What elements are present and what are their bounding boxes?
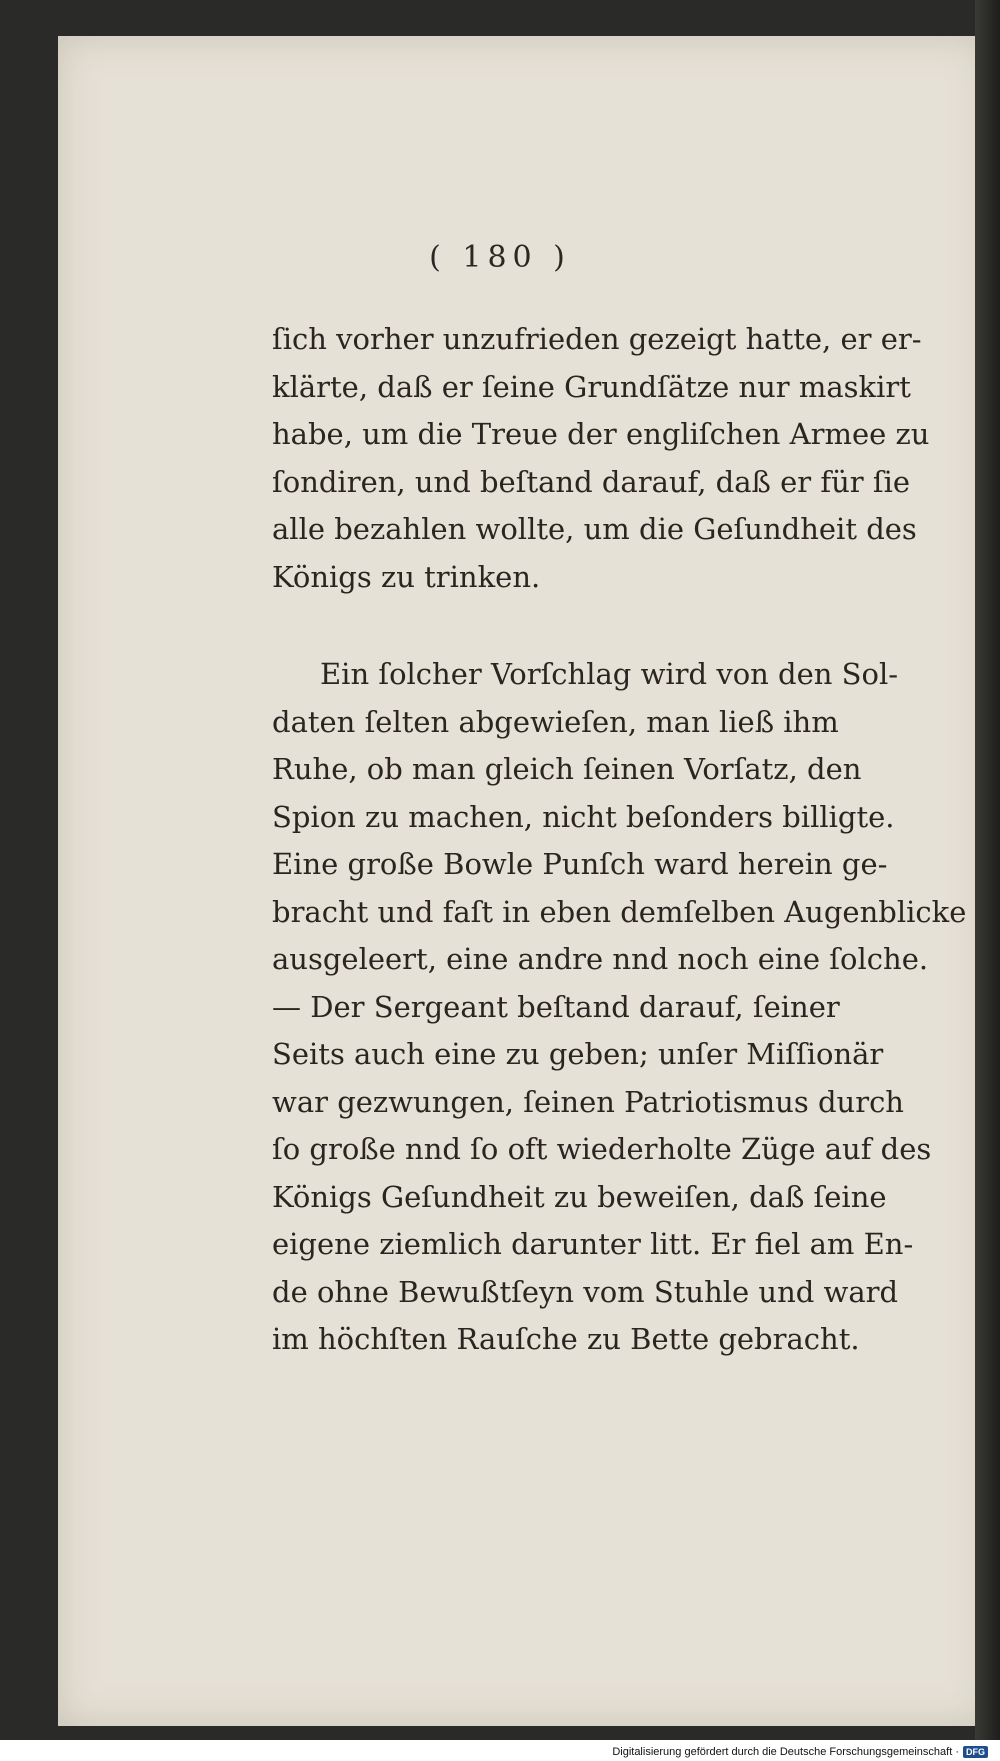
text-line: Eine große Bowle Punſch ward herein ge- bbox=[272, 847, 888, 881]
text-line: eigene ziemlich darunter litt. Er fiel am En- bbox=[272, 1227, 914, 1261]
text-line: Ein ſolcher Vorſchlag wird von den Sol- bbox=[320, 657, 899, 691]
text-line: ſo große nnd ſo oft wiederholte Züge auf des bbox=[272, 1132, 932, 1166]
text-line: Königs zu trinken. bbox=[272, 559, 541, 594]
page-number: ( 180 ) bbox=[429, 240, 571, 275]
text-line: bracht und faſt in eben demſelben Augenblicke bbox=[272, 894, 967, 929]
text-line: alle bezahlen wollte, um die Geſundheit des bbox=[272, 512, 917, 546]
text-line: Seits auch eine zu geben; unſer Miſſionär bbox=[272, 1037, 884, 1071]
paragraph-2 bbox=[272, 651, 967, 1364]
text-line: — Der Sergeant beſtand darauf, ſeiner bbox=[272, 989, 840, 1024]
footer-text: Digitalisierung gefördert durch die Deutsche Forschungsgemeinschaft · bbox=[612, 1746, 959, 1758]
text-line: de ohne Bewußtſeyn vom Stuhle und ward bbox=[272, 1274, 899, 1309]
text-line: Königs Geſundheit zu beweiſen, daß ſeine bbox=[272, 1179, 887, 1214]
text-line: Spion zu machen, nicht beſonders billigte. bbox=[272, 799, 895, 834]
text-line: ſondiren, und beſtand darauf, daß er für ſie bbox=[272, 464, 911, 499]
text-line: daten ſelten abgewieſen, man ließ ihm bbox=[272, 704, 839, 739]
digitization-footer bbox=[612, 1746, 988, 1758]
dfg-logo: DFG bbox=[963, 1746, 988, 1758]
text-line: im höchſten Rauſche zu Bette gebracht. bbox=[272, 1322, 860, 1356]
text-line: habe, um die Treue der engliſchen Armee zu bbox=[272, 417, 930, 451]
text-line: war gezwungen, ſeinen Patriotismus durch bbox=[272, 1084, 904, 1119]
text-line: Ruhe, ob man gleich ſeinen Vorſatz, den bbox=[272, 752, 862, 786]
text-line: ſich vorher unzufrieden gezeigt hatte, er er- bbox=[272, 322, 922, 356]
text-line: ausgeleert, eine andre nnd noch eine ſolche. bbox=[272, 942, 929, 976]
paragraph-1 bbox=[272, 316, 930, 601]
text-line: klärte, daß er ſeine Grundſätze nur maskirt bbox=[272, 369, 911, 404]
